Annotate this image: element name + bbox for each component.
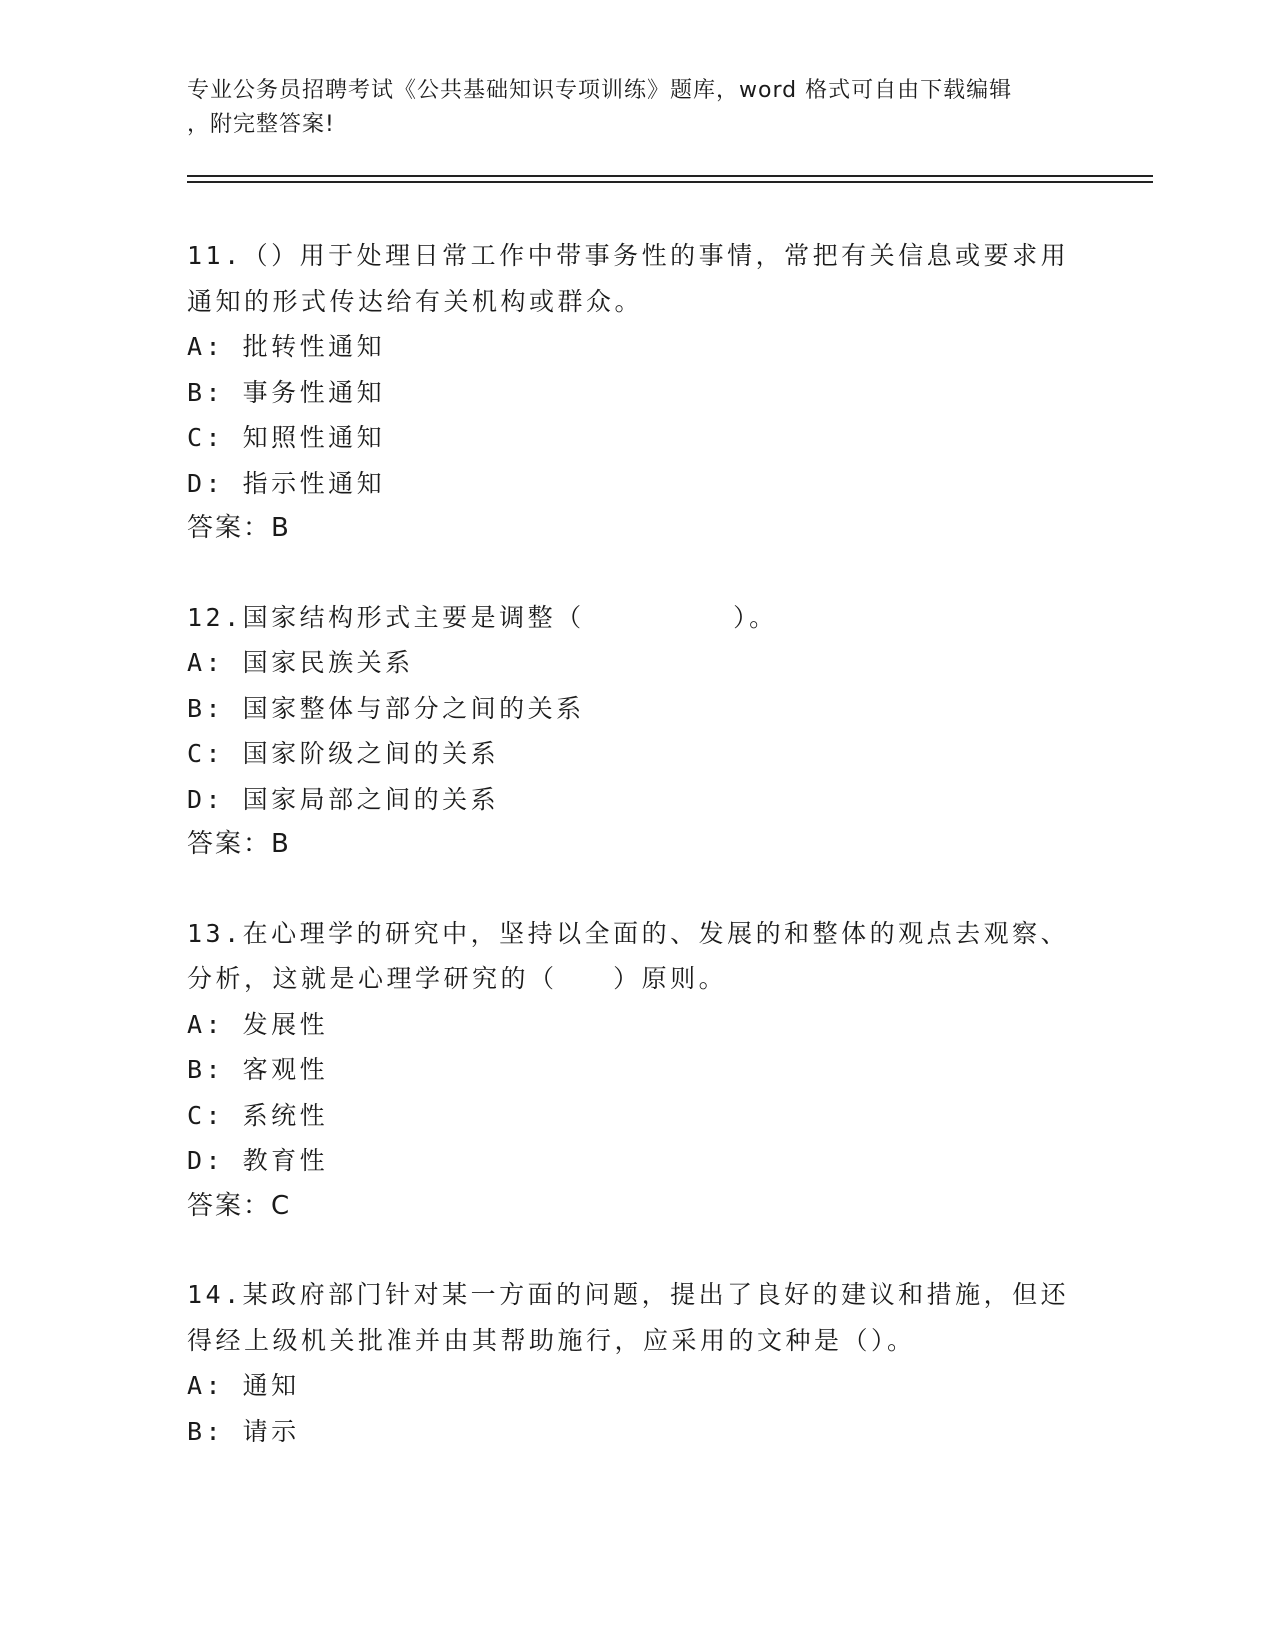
option-c: C: 系统性	[187, 1100, 329, 1130]
question-stem-line: 11.（）用于处理日常工作中带事务性的事情，常把有关信息或要求用	[187, 241, 1070, 270]
question-list	[187, 233, 1087, 1497]
answer-line: 答案：B	[187, 829, 291, 859]
header-divider-bottom	[187, 181, 1153, 183]
question-stem-line: 分析，这就是心理学研究的（ ）原则。	[187, 964, 728, 993]
question-stem-line: 14.某政府部门针对某一方面的问题，提出了良好的建议和措施，但还	[187, 1280, 1070, 1309]
answer-line: 答案：B	[187, 513, 291, 543]
document-header	[187, 74, 1067, 142]
option-a: A: 发展性	[187, 1009, 329, 1039]
question-12	[187, 595, 1087, 868]
question-13	[187, 911, 1087, 1230]
option-d: D: 指示性通知	[187, 468, 386, 498]
option-a: A: 批转性通知	[187, 332, 386, 361]
header-line-1: 专业公务员招聘考试《公共基础知识专项训练》题库，word 格式可自由下载编辑	[187, 78, 1013, 103]
header-line-2: ，附完整答案!	[187, 112, 335, 137]
option-c: C: 知照性通知	[187, 423, 386, 452]
question-14	[187, 1272, 1087, 1454]
option-b: B: 客观性	[187, 1055, 329, 1084]
option-b: B: 国家整体与部分之间的关系	[187, 693, 585, 723]
option-d: D: 国家局部之间的关系	[187, 784, 500, 814]
option-a: A: 国家民族关系	[187, 648, 414, 677]
question-stem-line: 通知的形式传达给有关机构或群众。	[187, 286, 644, 316]
option-c: C: 国家阶级之间的关系	[187, 739, 500, 768]
option-b: B: 请示	[187, 1416, 300, 1446]
option-d: D: 教育性	[187, 1146, 329, 1175]
option-a: A: 通知	[187, 1371, 300, 1400]
answer-line: 答案：C	[187, 1190, 292, 1221]
question-11	[187, 233, 1087, 552]
question-stem-line: 13.在心理学的研究中，坚持以全面的、发展的和整体的观点去观察、	[187, 918, 1070, 948]
question-stem-line: 得经上级机关批准并由其帮助施行，应采用的文种是（）。	[187, 1325, 916, 1355]
question-stem-line: 12.国家结构形式主要是调整（ ）。	[187, 602, 778, 632]
header-divider-top	[187, 175, 1153, 177]
option-b: B: 事务性通知	[187, 377, 386, 407]
